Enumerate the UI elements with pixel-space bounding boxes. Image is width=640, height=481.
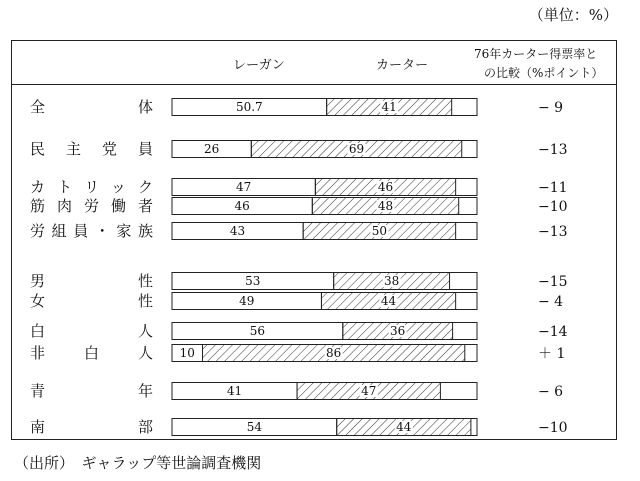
comparison-value: −13 [538,142,568,158]
bar-carter-value-label: 44 [396,420,412,434]
comparison-value: − 9 [538,100,564,116]
source-note: （出所） ギャラップ等世論調査機関 [14,454,262,472]
bar-carter-value-label: 86 [326,346,342,360]
row-label: 青 年 [30,382,153,400]
bar-reagan-value-label: 54 [246,420,262,434]
row-label: 労組員・家族 [30,222,153,240]
column-header-carter: カーター [376,58,429,73]
bar-carter-value-label: 38 [383,274,400,288]
comparison-value: −15 [538,274,568,290]
comparison-value: ＋ 1 [538,346,566,362]
comparison-value: −14 [538,324,568,340]
bar-reagan-value-label: 46 [234,199,250,213]
bar-reagan-value-label: 49 [239,294,255,308]
comparison-value: −10 [538,199,568,215]
comparison-value: −11 [538,180,568,196]
bar-reagan-value-label: 47 [236,180,252,194]
row-label: 民主党員 [30,140,153,158]
bar-reagan-value-label: 50.7 [235,100,263,114]
row-label: 全 体 [30,98,153,116]
bar-reagan-value-label: 53 [245,274,261,288]
column-header-comparison-line1: 76年カーター得票率と [474,47,598,61]
bar-reagan-value-label: 26 [204,142,220,156]
row-label: 筋肉労働者 [30,197,153,215]
bar-carter-value-label: 50 [371,224,388,238]
bar-carter-value-label: 36 [390,324,406,338]
unit-label: （単位：%） [528,6,618,24]
comparison-value: −13 [538,224,568,240]
bar-reagan-value-label: 56 [249,324,266,338]
bar-carter-value-label: 69 [348,142,365,156]
comparison-value: −10 [538,420,568,436]
bar-reagan-value-label: 41 [226,384,243,398]
row-label: 男 性 [30,272,153,290]
row-label: カトリック [30,178,153,196]
bar-reagan-value-label: 43 [229,224,246,238]
bar-carter-value-label: 47 [361,384,377,398]
row-label: 女 性 [30,292,153,310]
comparison-value: − 6 [538,384,564,400]
row-label: 白 人 [30,322,153,340]
column-header-comparison-line2: の比較（%ポイント） [484,66,604,80]
column-header-reagan: レーガン [233,58,285,73]
comparison-value: − 4 [538,294,564,310]
bar-carter-value-label: 44 [380,294,397,308]
bar-carter-value-label: 46 [377,180,394,194]
row-label: 南 部 [30,418,153,436]
bar-reagan-value-label: 10 [179,346,195,360]
row-label: 非 白 人 [30,344,153,362]
bar-carter-value-label: 48 [377,199,394,213]
bar-carter-value-label: 41 [381,100,397,114]
